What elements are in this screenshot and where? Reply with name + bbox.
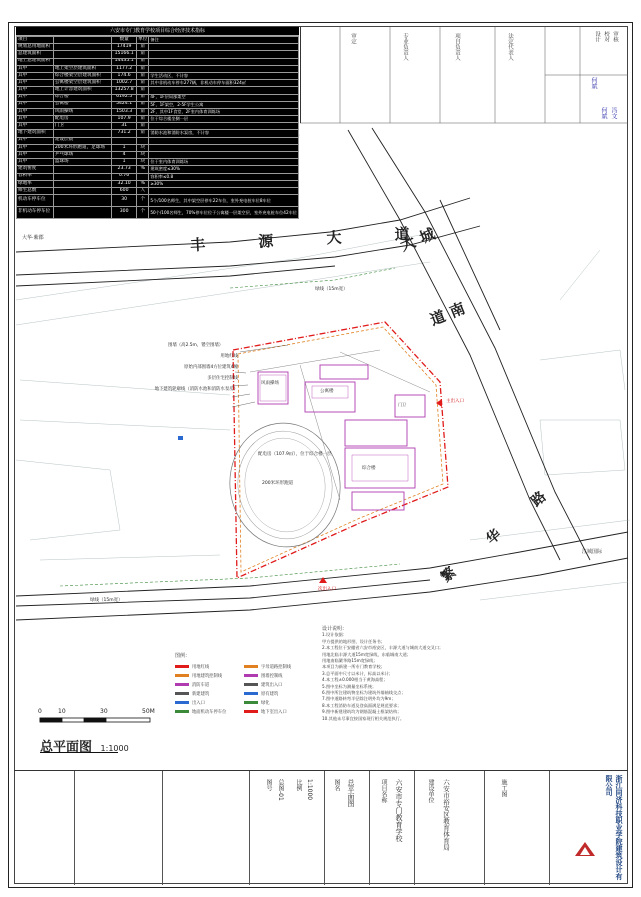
econ-cell: 地上架空层建筑面积 <box>53 65 111 72</box>
legend <box>175 652 315 716</box>
econ-cell: 其中非机动车停车277辆，非机动车停车面积324㎡ <box>149 80 299 87</box>
signature: 冯文 <box>610 107 617 119</box>
econ-cell <box>149 187 299 194</box>
legend-label: 用地建筑控制线 <box>192 673 223 679</box>
note-line: 5.图中坐标为测量坐标系统； <box>322 683 377 689</box>
econ-cell: 学生活动区，不计容 <box>149 72 299 79</box>
econ-cell: 31 <box>112 123 137 130</box>
bottom-col <box>484 771 485 885</box>
sheet-label: 图号 <box>265 779 272 791</box>
econ-table-row <box>17 130 299 137</box>
econ-table-row <box>17 144 299 151</box>
legend-label: 绿化 <box>261 700 270 706</box>
note-line: 本项目为新建一所专门教育学校； <box>322 664 385 670</box>
road-label-north: 丰 源 大 道 <box>189 223 435 255</box>
note-line: 4.本工程±0.000相当于黄海高程； <box>322 677 388 683</box>
econ-cell: 1 <box>112 144 137 151</box>
econ-table-row <box>17 44 299 51</box>
site-notes-left <box>118 340 238 395</box>
bottom-col <box>162 771 163 885</box>
plan-title-text: 总平面图 <box>40 740 93 755</box>
econ-table-row <box>17 108 299 115</box>
legend-row <box>175 680 315 689</box>
econ-cell: 其中 <box>17 87 54 94</box>
econ-cell <box>137 173 149 180</box>
econ-cell <box>149 144 299 151</box>
econ-table-row <box>17 166 299 173</box>
econ-cell <box>53 207 111 219</box>
econ-cell: 公寓楼 <box>53 101 111 108</box>
econ-cell: 1002.7 <box>112 80 137 87</box>
econ-cell: 绿地率 <box>17 180 54 187</box>
legend-swatch <box>244 710 258 713</box>
econ-cell: ㎡ <box>137 72 149 79</box>
green-line-south-label: 绿线（15m宽） <box>90 598 123 603</box>
econ-cell: % <box>137 166 149 173</box>
econ-cell: 6192.5 <box>112 94 137 101</box>
note-line: 甲方提供的地形图、设计任务书； <box>322 638 385 644</box>
econ-cell: ≥30% <box>149 180 299 187</box>
note-line: 7.图中道路转弯半径除注明外均为9m； <box>322 696 396 702</box>
econ-cell: 107.9 <box>112 116 137 123</box>
note-line: 用地南临繁华路15m宽绿线； <box>322 658 378 664</box>
note-line: 1.设计依据： <box>322 632 347 638</box>
econ-cell: 174.6 <box>112 72 137 79</box>
building-label-gate: 门卫 <box>398 402 406 407</box>
scale-tick: 50M <box>142 708 155 715</box>
east-area-label: 江城国际 <box>582 549 603 555</box>
note-line: 3.总平面中尺寸以米计，标高以米计； <box>322 670 393 676</box>
econ-cell: 200米环形跑道，足球场 <box>53 144 111 151</box>
econ-table-row <box>17 173 299 180</box>
legend-title: 图例： <box>175 653 191 659</box>
econ-cell: 其中 <box>17 159 54 166</box>
legend-row <box>175 662 315 671</box>
econ-cell: ㎡ <box>137 116 149 123</box>
econ-cell: 人 <box>137 187 149 194</box>
econ-cell: 17419 <box>112 44 137 51</box>
econ-cell: 50个/100名师生，70%停车位位于公寓楼一层架空层，室外充电桩车位42车位 <box>149 207 299 219</box>
legend-label: 用地红线 <box>192 664 210 670</box>
econ-cell: 位于综合楼坐侧一层 <box>149 116 299 123</box>
client-name: 六安市裕安区教育体育局 <box>442 779 450 851</box>
econ-cell <box>149 137 299 144</box>
econ-cell: 其中 <box>17 72 54 79</box>
econ-cell: 1503.3 <box>112 108 137 115</box>
econ-cell: 其中 <box>17 80 54 87</box>
signature: 何斌 <box>590 77 597 89</box>
econ-cell: ㎡ <box>137 123 149 130</box>
econ-header-cell: 单位 <box>138 36 148 42</box>
secondary-entrance-label: 次出入口 <box>318 587 336 592</box>
note-line: 2.本工程位于安徽省六安市裕安区，丰源大道与城南大道交叉口； <box>322 645 444 651</box>
signature: 何斌 <box>600 107 607 119</box>
econ-cell <box>149 51 299 58</box>
econ-cell: 乒乓球场 <box>53 152 111 159</box>
building-label-gym: 风雨操场 <box>261 381 279 386</box>
econ-cell: % <box>137 180 149 187</box>
econ-cell <box>53 130 111 137</box>
title-block-bottom <box>14 770 628 885</box>
econ-table-row <box>17 72 299 79</box>
company-logo <box>574 841 596 857</box>
drawing-title-label: 图名 <box>333 779 340 791</box>
note-line: 10.其他未尽事宜按国家现行相关规范执行。 <box>322 715 405 721</box>
econ-cell <box>137 137 149 144</box>
site-note: 多层住宅控制线 <box>207 376 238 381</box>
sheet-number: 总图-01 <box>277 779 284 801</box>
econ-cell: 块 <box>137 144 149 151</box>
econ-cell: 15166.1 <box>112 51 137 58</box>
site-note: 围墙（高2.5m，镂空围墙） <box>168 343 224 348</box>
legend-swatch <box>244 665 258 668</box>
econ-table-row <box>17 58 299 65</box>
econ-cell: 5F，1F架空，2-5F学生公寓 <box>149 101 299 108</box>
econ-cell <box>53 58 111 65</box>
econ-cell: 块 <box>137 159 149 166</box>
econ-cell: 其中 <box>17 65 54 72</box>
econ-cell <box>112 137 137 144</box>
econ-header-cell: 数量 <box>112 37 137 44</box>
econ-cell: 4F，1F层局部架空 <box>149 94 299 101</box>
econ-cell: 容积率 <box>17 173 54 180</box>
scale-tick: 30 <box>100 708 108 715</box>
econ-cell <box>53 173 111 180</box>
econ-cell: 风雨操场 <box>53 108 111 115</box>
econ-cell: 其中 <box>17 116 54 123</box>
econ-header-cell: 项目 <box>17 37 54 44</box>
legend-label: 地面机动车停车位 <box>192 709 227 715</box>
econ-cell: 2F，其中1F食堂，2F室内体育训练场 <box>149 108 299 115</box>
econ-cell: 23.73 <box>112 166 137 173</box>
legend-label: 建筑出入口 <box>261 682 283 688</box>
econ-cell: 机动车停车位 <box>17 195 54 207</box>
building-label-dorm: 公寓楼 <box>320 389 334 394</box>
econ-cell: 地下建筑面积 <box>17 130 54 137</box>
econ-table-body <box>16 36 299 219</box>
econ-cell: 综合楼架空层建筑面积 <box>53 72 111 79</box>
econ-cell: ㎡ <box>137 58 149 65</box>
bottom-col <box>414 771 415 885</box>
econ-cell: 容积率≤0.8 <box>149 173 299 180</box>
site-note: 原始内部围墙4方位建筑4幢 <box>184 365 238 370</box>
econ-cell: 个 <box>137 207 149 219</box>
legend-swatch <box>175 692 189 695</box>
econ-table-row <box>17 116 299 123</box>
scale-tick: 10 <box>58 708 66 715</box>
site-note: 用地红线 <box>220 354 238 359</box>
econ-cell: 总建筑面积 <box>17 51 54 58</box>
econ-cell: 32.10 <box>112 180 137 187</box>
scale-value: 1:1000 <box>306 779 313 801</box>
econ-table-row <box>17 137 299 144</box>
tb-col-label: 审定 <box>350 33 356 44</box>
scale-tick: 0 <box>38 708 42 715</box>
econ-cell: 其中 <box>17 123 54 130</box>
econ-cell: 其中 <box>17 152 54 159</box>
econ-cell: 30 <box>112 195 137 207</box>
bottom-col <box>249 771 250 885</box>
econ-cell: ㎡ <box>137 51 149 58</box>
econ-table-row <box>17 187 299 194</box>
econ-cell: 建设层数 <box>53 137 111 144</box>
econ-header-cell: 备注 <box>149 37 299 44</box>
econ-table-row <box>17 80 299 87</box>
econ-cell <box>53 166 111 173</box>
econ-cell: 4 <box>112 152 137 159</box>
legend-swatch <box>175 665 189 668</box>
econ-cell: 非机动车停车位 <box>17 207 54 219</box>
title-block-top <box>300 27 627 123</box>
econ-cell: ㎡ <box>137 87 149 94</box>
note-line: 用地北临丰源大道15m宽绿线，东临城南大道； <box>322 651 411 657</box>
econ-cell: 1177.2 <box>112 65 137 72</box>
econ-cell: 其中 <box>17 108 54 115</box>
legend-swatch <box>175 683 189 686</box>
legend-swatch <box>175 710 189 713</box>
econ-cell: ㎡ <box>137 80 149 87</box>
econ-cell: 0.76 <box>112 173 137 180</box>
econ-table-row <box>17 87 299 94</box>
econ-cell: ㎡ <box>137 130 149 137</box>
plan-title-underline <box>40 752 118 753</box>
notes-lines <box>322 632 447 722</box>
notes-title: 设计说明： <box>322 626 348 632</box>
econ-cell: 规划总用地面积 <box>17 44 54 51</box>
company-name: 浙江同济科技职业学院建筑设计有限公司 <box>605 775 623 880</box>
econ-table-title: 六安市专门教育学校项目综合经济技术指标 <box>16 27 299 36</box>
econ-cell <box>53 195 111 207</box>
client-label: 建设单位 <box>427 779 434 803</box>
econ-cell: 建筑密度≤30% <box>149 166 299 173</box>
econ-cell <box>149 87 299 94</box>
econ-cell <box>149 58 299 65</box>
econ-cell: 其中 <box>17 94 54 101</box>
legend-row <box>175 698 315 707</box>
scale-label: 比例 <box>295 779 302 791</box>
drawing-title: 总平面图 <box>347 779 355 807</box>
econ-cell: 5个/100名师生，其中架空层停车22车位，室外充电桩车位8车位 <box>149 195 299 207</box>
econ-table-row <box>17 195 299 207</box>
legend-row <box>175 689 315 698</box>
plan-scale: 1:1000 <box>100 744 129 753</box>
econ-cell: 地上总建筑面积 <box>17 58 54 65</box>
legend-row <box>175 671 315 680</box>
econ-table-row <box>17 65 299 72</box>
econ-cell: 消防水池和消防水泵房，不计容 <box>149 130 299 137</box>
main-entrance-label: 主出入口 <box>446 399 464 404</box>
econ-cell: 公寓楼架空层建筑面积 <box>53 80 111 87</box>
econ-cell: ㎡ <box>137 44 149 51</box>
legend-label: 地下室出入口 <box>261 709 287 715</box>
note-line: 9.图中新建建筑均为钢筋混凝土框架结构； <box>322 709 402 715</box>
tb-col-label: 审核 <box>612 31 618 42</box>
econ-cell: 其中 <box>17 144 54 151</box>
econ-cell: 配电房 <box>53 116 111 123</box>
legend-label: 出入口 <box>192 700 205 706</box>
econ-cell: ㎡ <box>137 101 149 108</box>
bottom-col <box>549 771 550 885</box>
econ-table-row <box>17 159 299 166</box>
legend-swatch <box>175 674 189 677</box>
transformer-note: 配电房（107.9㎡），位于综合楼一层 <box>258 452 332 457</box>
econ-cell <box>149 65 299 72</box>
econ-cell <box>149 123 299 130</box>
project-name: 六安市专门教育学校 <box>395 779 403 842</box>
road-label-south: 繁 华 路 <box>438 475 565 586</box>
tb-col-label: 校对 <box>603 31 609 42</box>
phase: 施工图 <box>500 779 507 797</box>
econ-cell <box>149 44 299 51</box>
legend-rows <box>175 662 315 716</box>
econ-table-row <box>17 94 299 101</box>
econ-cell: 建筑密度 <box>17 166 54 173</box>
tb-col-label: 项目负责人 <box>454 33 460 61</box>
econ-cell: 14435.1 <box>112 58 137 65</box>
econ-cell: 师生总数 <box>17 187 54 194</box>
legend-swatch <box>244 701 258 704</box>
econ-cell: ㎡ <box>137 108 149 115</box>
econ-table-row <box>17 152 299 159</box>
note-line: 8.本工程消防车道及登高面满足规范要求； <box>322 702 402 708</box>
econ-cell: 其中 <box>17 137 54 144</box>
econ-cell: 600 <box>112 187 137 194</box>
bottom-col <box>369 771 370 885</box>
econ-cell <box>53 180 111 187</box>
legend-label: 原有建筑 <box>261 691 279 697</box>
econ-table-row <box>17 207 299 219</box>
econ-cell: ㎡ <box>137 65 149 72</box>
legend-label: 字母道路控制线 <box>261 664 292 670</box>
tb-col-label: 设计 <box>594 31 600 42</box>
econ-cell: 位于室内体育训练场 <box>149 159 299 166</box>
econ-cell: 地上计容建筑面积 <box>53 87 111 94</box>
design-notes <box>322 626 447 722</box>
legend-label: 围墙控制线 <box>261 673 283 679</box>
economic-indicator-table <box>16 27 299 219</box>
econ-table-row <box>17 101 299 108</box>
econ-cell: 5424.1 <box>112 101 137 108</box>
legend-swatch <box>244 692 258 695</box>
econ-cell <box>53 187 111 194</box>
legend-row <box>175 707 315 716</box>
bottom-col <box>324 771 325 885</box>
econ-cell: 731.2 <box>112 130 137 137</box>
corner-label: 大华·紫郡 <box>22 235 44 241</box>
track-label: 200米环形跑道 <box>262 481 294 486</box>
econ-cell: 其中 <box>17 101 54 108</box>
legend-swatch <box>244 674 258 677</box>
econ-table-row <box>17 123 299 130</box>
building-label-main: 综合楼 <box>362 466 376 471</box>
road-label-east <box>395 225 480 420</box>
legend-swatch <box>244 683 258 686</box>
econ-cell: 13257.8 <box>112 87 137 94</box>
bottom-col <box>74 771 75 885</box>
note-line: 6.图中所注建筑物坐标为建筑外墙轴线交点； <box>322 690 406 696</box>
site-note: 地下建筑轮廓线（消防水池和消防水泵房） <box>154 387 238 392</box>
econ-table-row <box>17 180 299 187</box>
econ-cell: 篮球场 <box>53 159 111 166</box>
econ-cell: 门卫 <box>53 123 111 130</box>
econ-cell: 个 <box>137 195 149 207</box>
legend-swatch <box>175 701 189 704</box>
econ-cell: ㎡ <box>137 94 149 101</box>
econ-table-row <box>17 51 299 58</box>
tb-col-label: 法定代表人 <box>507 33 513 61</box>
econ-cell <box>53 44 111 51</box>
project-label: 项目名称 <box>380 779 387 803</box>
legend-label: 消防车道 <box>192 682 210 688</box>
green-line-north-label: 绿线（15m宽） <box>315 287 348 292</box>
legend-label: 新建建筑 <box>192 691 210 697</box>
road-label-east-text: 城 南 大 道 <box>395 225 480 356</box>
tb-col-label: 专业负责人 <box>402 33 408 61</box>
econ-cell <box>53 51 111 58</box>
econ-cell: 块 <box>137 152 149 159</box>
econ-cell: 综合楼 <box>53 94 111 101</box>
econ-cell: 1 <box>112 159 137 166</box>
econ-cell: 300 <box>112 207 137 219</box>
econ-cell <box>149 152 299 159</box>
